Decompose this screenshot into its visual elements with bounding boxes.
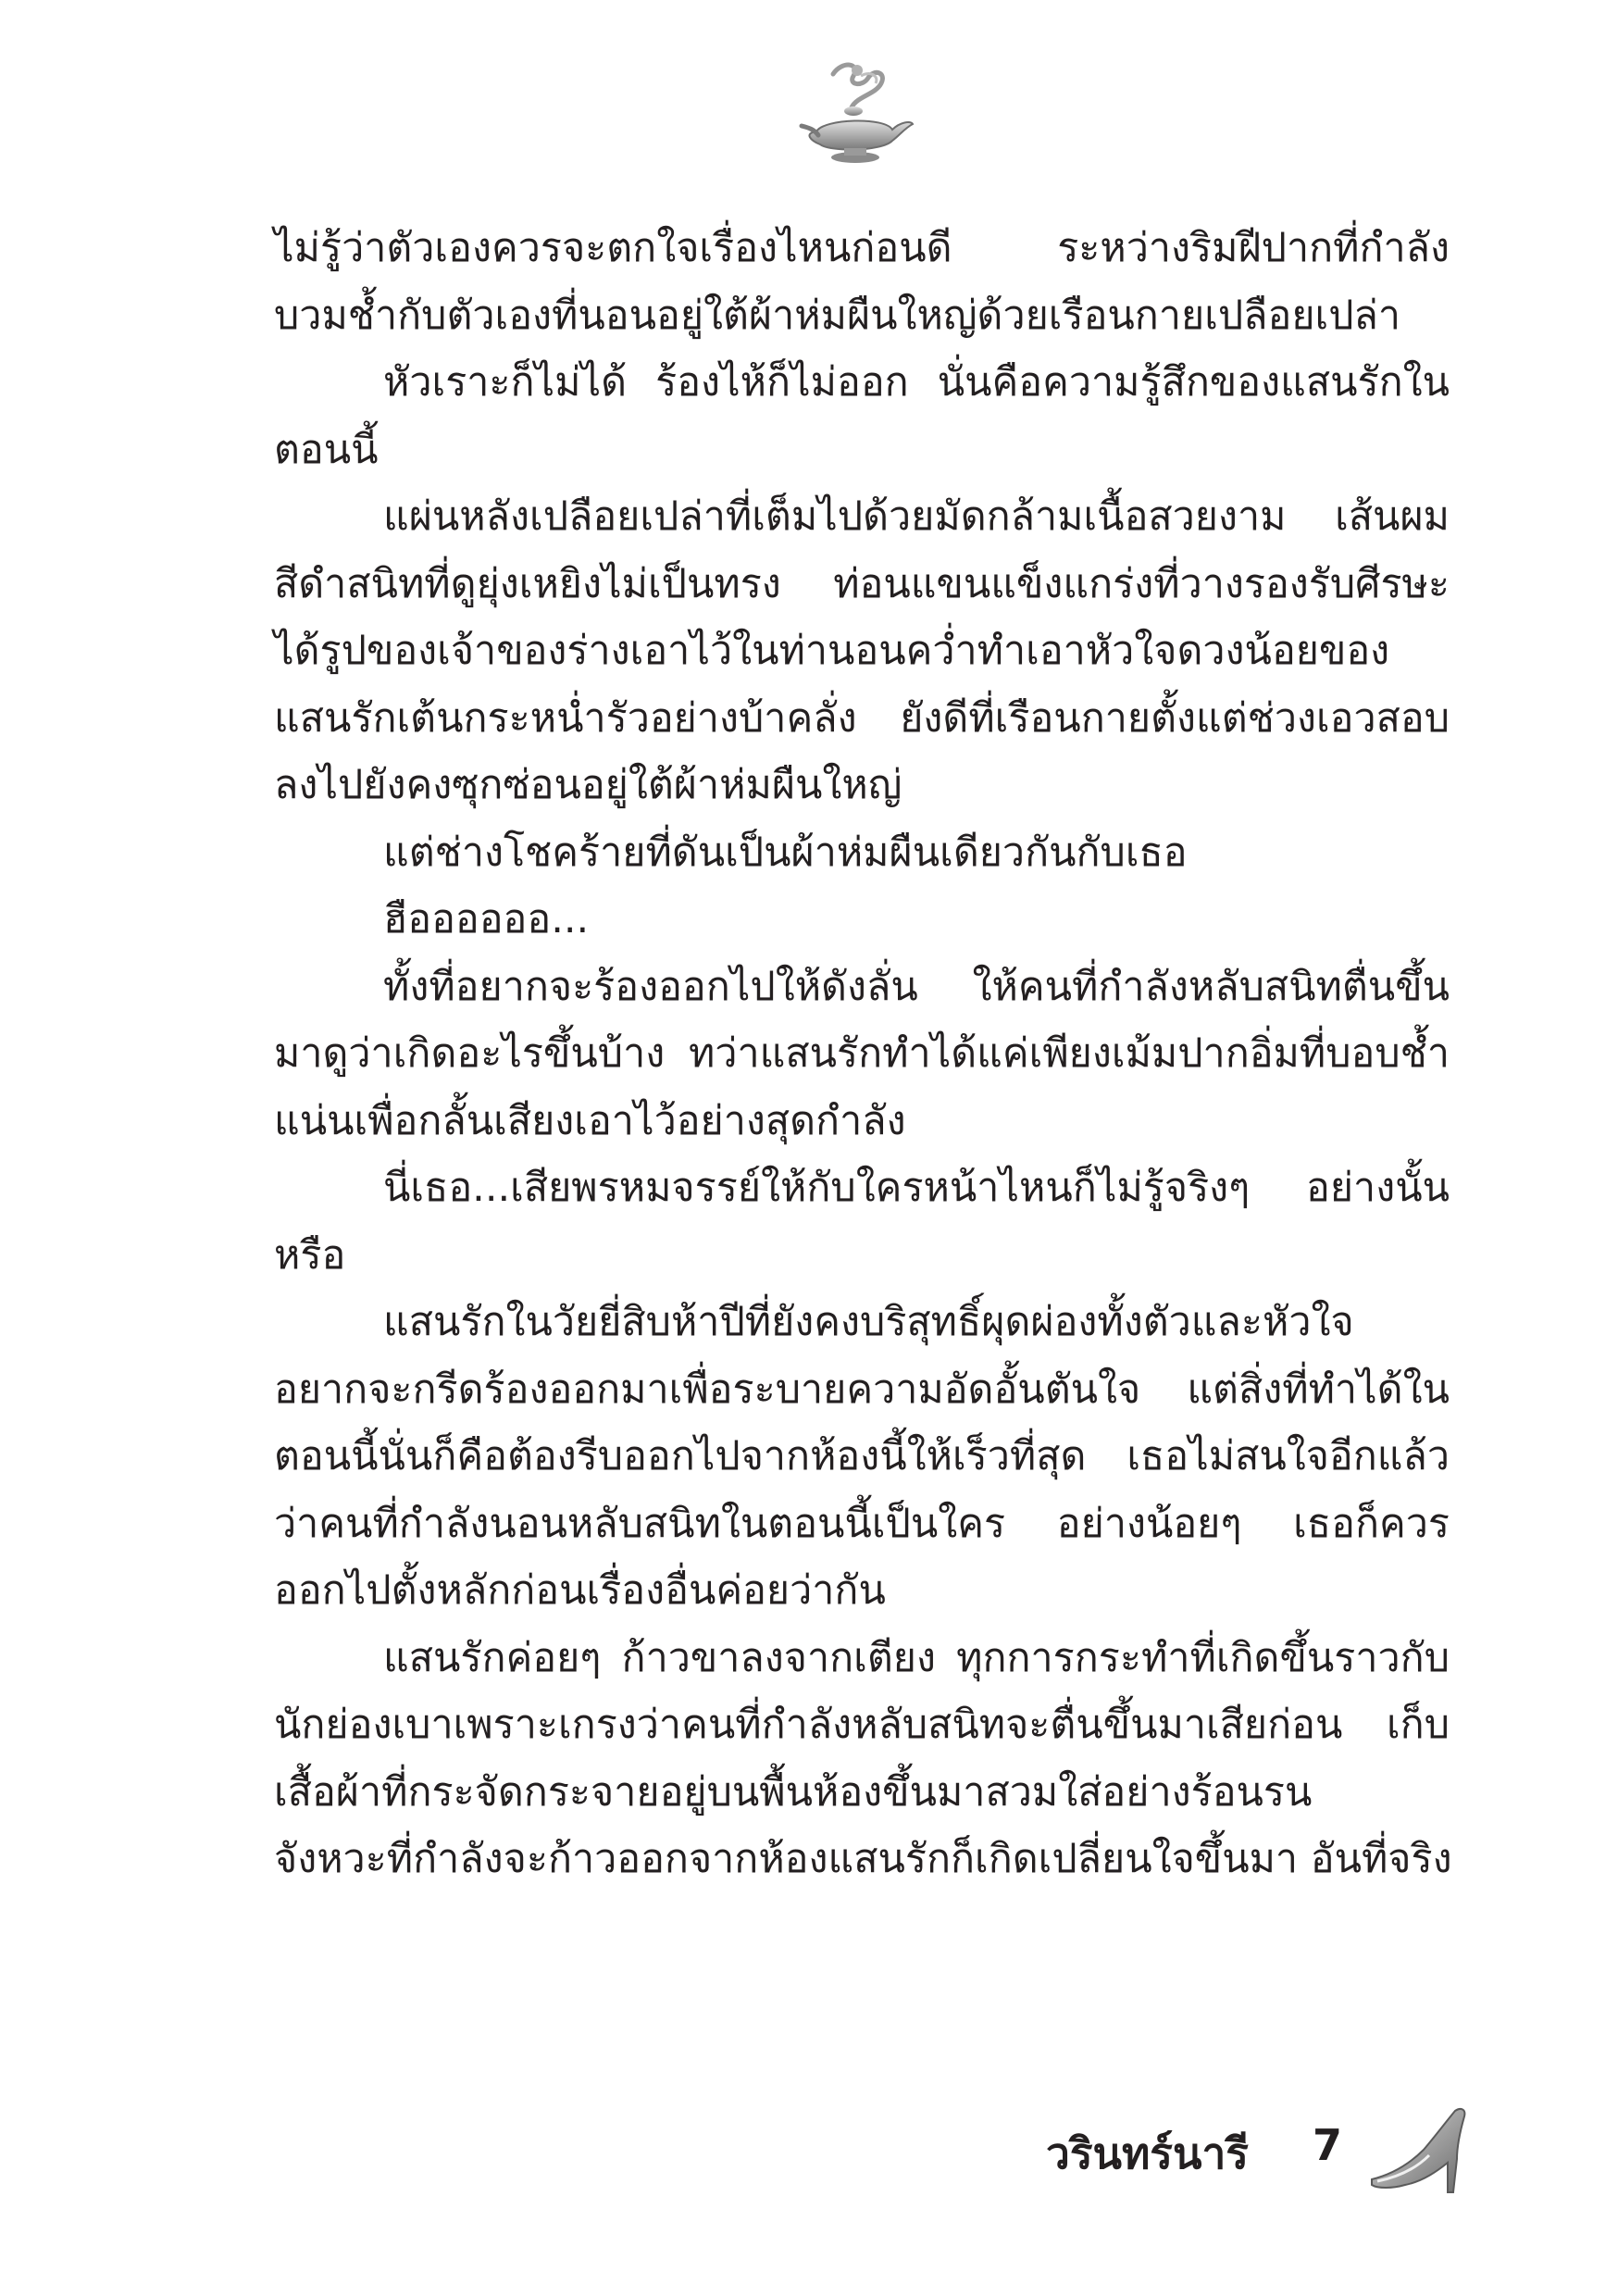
paragraph-line: ได้รูปของเจ้าของร่างเอาไว้ในท่านอนคว่ำทำเอาหัวใจดวงน้อยของ [274,628,1390,674]
paragraph-first-line: แผ่นหลังเปลือยเปล่าที่เต็มไปด้วยมัดกล้ามเนื้อสวยงาม เส้นผม [383,493,1450,540]
paragraph-line: มาดูว่าเกิดอะไรขึ้นบ้าง ทว่าแสนรักทำได้แค่เพียงเม้มปากอิ่มที่บอบช้ำ [274,1030,1450,1077]
paragraph-line: ออกไปตั้งหลักก่อนเรื่องอื่นค่อยว่ากัน [274,1567,886,1614]
paragraph-first-line: ทั้งที่อยากจะร้องออกไปให้ดังลั่น ให้คนที่กำลังหลับสนิทตื่นขึ้น [383,963,1450,1010]
body-text [274,215,1450,1893]
paragraph-line: หรือ [274,1231,346,1279]
paragraph-first-line: ฮืออออออ... [383,896,590,942]
paragraph-line: ไม่รู้ว่าตัวเองควรจะตกใจเรื่องไหนก่อนดี ระหว่างริมฝีปากที่กำลัง [274,225,1450,271]
paragraph-line: ตอนนี้ [274,426,379,473]
page-number: 7 [1313,2120,1343,2170]
page-footer [1027,2103,1472,2205]
magic-lamp-icon [796,56,916,176]
paragraph-line: ว่าคนที่กำลังนอนหลับสนิทในตอนนี้เป็นใคร อย่างน้อยๆ เธอก็ควร [274,1500,1450,1547]
paragraph-first-line: นี่เธอ...เสียพรหมจรรย์ให้กับใครหน้าไหนก็ไม่รู้จริงๆ อย่างนั้น [383,1165,1450,1211]
paragraph-line: บวมช้ำกับตัวเองที่นอนอยู่ใต้ผ้าห่มผืนใหญ่ด้วยเรือนกายเปลือยเปล่า [274,292,1401,339]
paragraph-line: แสนรักเต้นกระหน่ำรัวอย่างบ้าคลั่ง ยังดีที่เรือนกายตั้งแต่ช่วงเอวสอบ [274,694,1450,742]
book-title: วรินทร์นารี [1046,2128,1249,2178]
paragraph-line: จังหวะที่กำลังจะก้าวออกจากห้องแสนรักก็เกิดเปลี่ยนใจขึ้นมา อันที่จริง [274,1836,1452,1882]
high-heel-shoe-icon [1368,2103,1470,2196]
paragraph-first-line: แต่ช่างโชคร้ายที่ดันเป็นผ้าห่มผืนเดียวกันกับเธอ [383,829,1188,876]
paragraph-line: แน่นเพื่อกลั้นเสียงเอาไว้อย่างสุดกำลัง [274,1097,906,1144]
paragraph-line: ลงไปยังคงซุกซ่อนอยู่ใต้ผ้าห่มผืนใหญ่ [274,762,902,808]
paragraph-line: สีดำสนิทที่ดูยุ่งเหยิงไม่เป็นทรง ท่อนแขนแข็งแกร่งที่วางรองรับศีรษะ [274,560,1450,607]
paragraph-line: อยากจะกรีดร้องออกมาเพื่อระบายความอัดอั้นตันใจ แต่สิ่งที่ทำได้ใน [274,1366,1450,1413]
paragraph-line: เสื้อผ้าที่กระจัดกระจายอยู่บนพื้นห้องขึ้นมาสวมใส่อย่างร้อนรน [274,1768,1313,1816]
paragraph-line: ตอนนี้นั่นก็คือต้องรีบออกไปจากห้องนี้ให้เร็วที่สุด เธอไม่สนใจอีกแล้ว [274,1433,1450,1479]
paragraph-first-line: แสนรักในวัยยี่สิบห้าปีที่ยังคงบริสุทธิ์ผุดผ่องทั้งตัวและหัวใจ [383,1299,1354,1345]
paragraph-first-line: แสนรักค่อยๆ ก้าวขาลงจากเตียง ทุกการกระทำที่เกิดขึ้นราวกับ [383,1634,1450,1681]
paragraph-line: นักย่องเบาเพราะเกรงว่าคนที่กำลังหลับสนิทจะตื่นขึ้นมาเสียก่อน เก็บ [274,1702,1450,1748]
paragraph-first-line: หัวเราะก็ไม่ได้ ร้องไห้ก็ไม่ออก นั่นคือความรู้สึกของแสนรักใน [383,359,1450,406]
